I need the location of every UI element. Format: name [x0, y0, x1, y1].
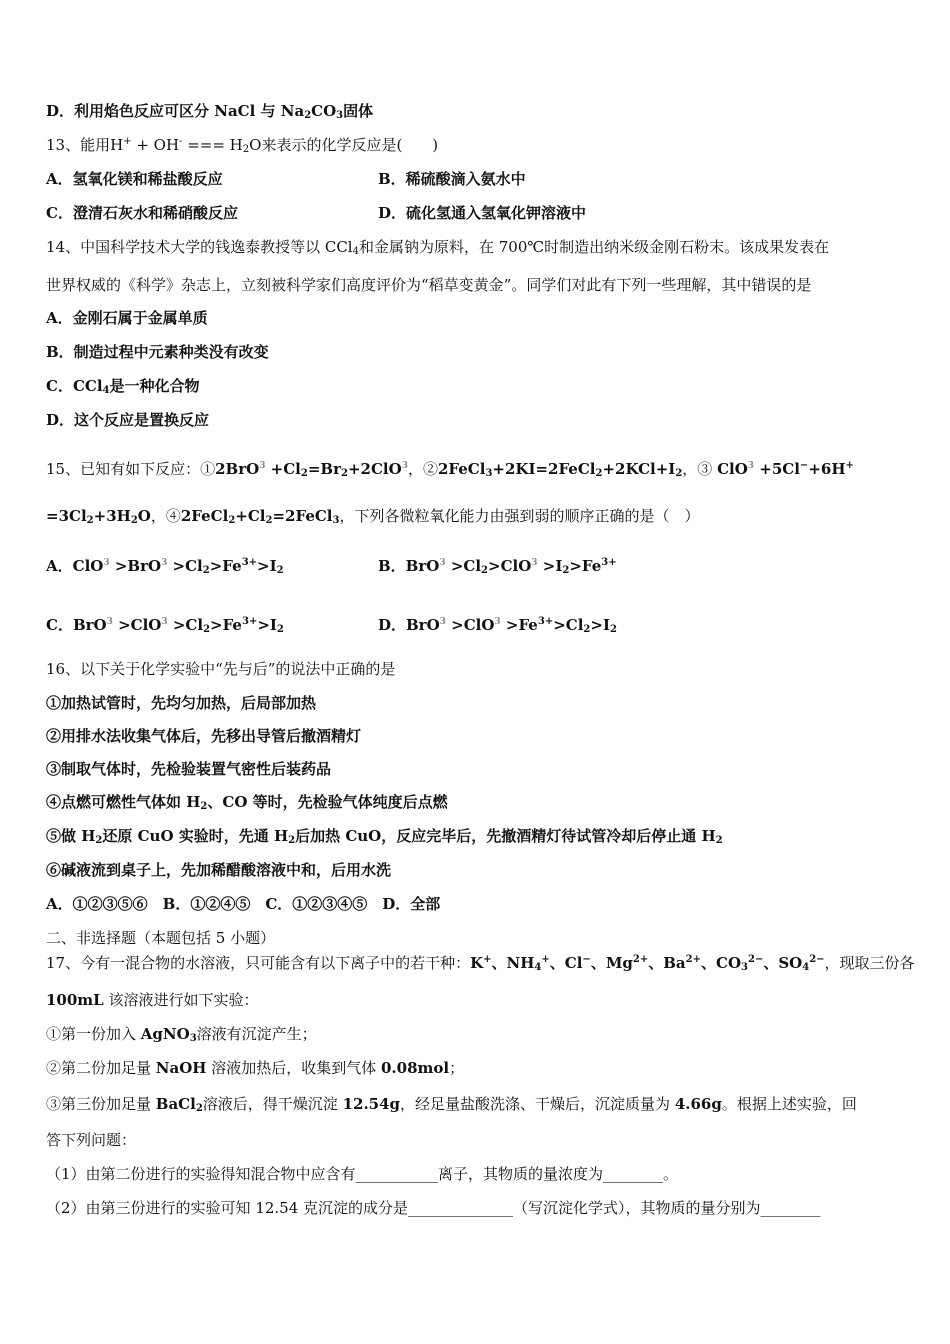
q17-subquestion-2: （2）由第三份进行的实验可知 12.54 克沉淀的成分是______________（写沉淀化学式），其物质的量分别为________ [46, 1199, 821, 1217]
q16-options: A．①②③⑤⑥ B．①②④⑤ C．①②③④⑤ D．全部 [46, 895, 441, 913]
q15-option-d: D．$BrO^3 >ClO^3 >Fe^{3+}>Cl_2>I_2$ [378, 616, 617, 635]
q15-stem-line1: 15、已知有如下反应：①2BrO$^3$ $+Cl_2=Br_2+2ClO^3$，$②2FeCl_3+2KI=2FeCl_2+2KCl+I_2$，③ ClO$^3$ +5Cl−+6H+ [46, 460, 854, 479]
q17-stem-line2: 100mL 该溶液进行如下实验： [46, 991, 259, 1009]
q14-option-c: C．CCl$_4$是一种化合物 [46, 377, 200, 396]
q16-item-5: ⑤做 $H_2$还原 CuO 实验时，先通 $H_2$后加热 CuO，反应完毕后，先撤酒精灯待试管冷却后停止通 $H_2$ [46, 827, 723, 846]
q17-experiment-1: ①第一份加入 AgNO$_3$溶液有沉淀产生； [46, 1025, 317, 1044]
q14-option-a: A．金刚石属于金属单质 [46, 309, 208, 327]
q15-option-a: A．$ClO^3 >BrO^3 >Cl_2>Fe^{3+}>I_2$ [46, 557, 284, 576]
q16-item-3: ③制取气体时，先检验装置气密性后装药品 [46, 760, 332, 778]
q16-item-2: ②用排水法收集气体后，先移出导管后撤酒精灯 [46, 727, 362, 745]
q13-option-c: C．澄清石灰水和稀硝酸反应 [46, 204, 238, 222]
q15-option-c: C．$BrO^3 >ClO^3 >Cl_2>Fe^{3+}>I_2$ [46, 616, 284, 635]
q16-item-1: ①加热试管时，先均匀加热，后局部加热 [46, 694, 317, 712]
q17-stem-line1: 17、今有一混合物的水溶液，只可能含有以下离子中的若干种：K+、$NH_4^+$、Cl−、$Mg^{2+}$、$Ba^{2+}$、$CO_3^{2-}$、$SO_4^{2-}$，现取三份各 [46, 954, 915, 973]
q13-option-b: B．稀硫酸滴入氨水中 [378, 170, 526, 188]
q14-stem-line2: 世界权威的《科学》杂志上，立刻被科学家们高度评价为“稻草变黄金”。同学们对此有下列一些理解，其中错误的是 [46, 276, 812, 294]
q14-option-d: D．这个反应是置换反应 [46, 411, 210, 429]
q16-item-6: ⑥碱液流到桌子上，先加稀醋酸溶液中和，后用水洗 [46, 861, 392, 879]
q17-experiment-3-line1: ③第三份加足量 BaCl$_2$溶液后，得干燥沉淀 12.54g，经足量盐酸洗涤、干燥后，沉淀质量为 4.66g。根据上述实验，回 [46, 1095, 857, 1114]
q14-option-b: B．制造过程中元素种类没有改变 [46, 343, 269, 361]
q13-option-d: D．硫化氢通入氢氧化钾溶液中 [378, 204, 587, 222]
q13-option-a: A．氢氧化镁和稀盐酸反应 [46, 170, 223, 188]
q17-experiment-3-line2: 答下列问题： [46, 1131, 137, 1149]
section-heading: 二、非选择题（本题包括 5 小题） [46, 929, 276, 947]
q15-option-b: B．$BrO^3 >Cl_2>ClO^3 >I_2>Fe^{3+}$ [378, 557, 617, 576]
q13-stem: 13、能用H+ + OH- === $H_2O$来表示的化学反应是( ) [46, 136, 439, 155]
q17-experiment-2: ②第二份加足量 NaOH 溶液加热后，收集到气体 0.08mol； [46, 1059, 465, 1077]
q16-stem: 16、以下关于化学实验中“先与后”的说法中正确的是 [46, 660, 396, 678]
q17-subquestion-1: （1）由第二份进行的实验得知混合物中应含有___________离子，其物质的量浓度为________。 [46, 1165, 679, 1183]
q16-item-4: ④点燃可燃性气体如 $H_2$、CO 等时，先检验气体纯度后点燃 [46, 793, 448, 812]
q14-stem-line1: 14、中国科学技术大学的钱逸泰教授等以 CCl$_4$和金属钠为原料，在 700℃时制造出纳米级金刚石粉末。该成果发表在 [46, 238, 830, 257]
q12-option-d: D．利用焰色反应可区分 NaCl 与 $Na_2CO_3$固体 [46, 102, 374, 121]
q15-stem-line2: $=3Cl_2+3H_2O$，$④2FeCl_2+Cl_2=2FeCl_3$，下列各微粒氧化能力由强到弱的顺序正确的是（ ） [46, 507, 700, 526]
